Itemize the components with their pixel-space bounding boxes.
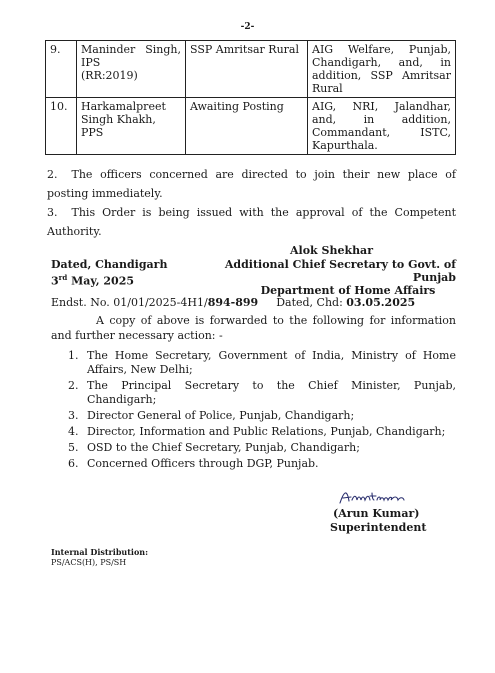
dated-date: [51, 271, 167, 288]
date-day-suffix: rd: [58, 273, 68, 282]
table-row: [46, 98, 456, 155]
list-text: Director, Information and Public Relations, Punjab, Chandigarh;: [87, 425, 446, 438]
endorsement-dated-label: Dated, Chd:: [276, 296, 347, 309]
officer-name-line-2: Singh Khakh, PPS: [81, 113, 156, 139]
endorsement-range: 894-899: [207, 296, 259, 309]
signatory-designation: [190, 258, 456, 297]
date-month-year: May, 2025: [67, 274, 134, 288]
officer-name-line: [81, 43, 181, 56]
internal-distribution-label: Internal Distribution:: [51, 547, 149, 557]
officer-batch: (RR:2019): [81, 69, 138, 82]
copy-intro: A copy of above is forwarded to the following for information and further necessary action: -: [51, 314, 456, 342]
officer-name-line-1b: Singh,: [145, 43, 181, 56]
list-number: 4.: [68, 425, 79, 438]
signatory-name: Alok Shekhar: [290, 244, 373, 257]
list-number: 1.: [68, 349, 79, 362]
list-number: 6.: [68, 457, 79, 470]
page-number: -2-: [240, 22, 255, 32]
dated-place: Dated, Chandigarh: [51, 258, 168, 271]
paragraph-number: 2.: [47, 168, 58, 181]
designation-line-1: Additional Chief Secretary to Govt. of Punjab: [224, 258, 456, 284]
internal-distribution-list: PS/ACS(H), PS/SH: [51, 558, 127, 567]
list-item: [68, 441, 456, 455]
serial-cell: 9.: [46, 41, 77, 98]
to-post-cell: AIG Welfare, Punjab, Chandigarh, and, in addition, SSP Amritsar Rural: [308, 41, 456, 98]
date-day: 3: [51, 274, 59, 288]
list-number: 5.: [68, 441, 79, 454]
endorsement-dated-value: 03.05.2025: [346, 296, 416, 309]
officer-name-line-1: Harkamalpreet: [81, 100, 166, 113]
list-text: Concerned Officers through DGP, Punjab.: [87, 457, 319, 470]
list-text: Director General of Police, Punjab, Chandigarh;: [87, 409, 355, 422]
list-number: 3.: [68, 409, 79, 422]
list-item: [68, 457, 456, 471]
list-item: [68, 409, 456, 423]
list-text: OSD to the Chief Secretary, Punjab, Chandigarh;: [87, 441, 360, 454]
paragraph-3: [47, 203, 456, 241]
list-item: [68, 425, 456, 439]
list-text: The Principal Secretary to the Chief Minister, Punjab, Chandigarh;: [87, 379, 456, 406]
officer-name-line-1: Maninder: [81, 43, 136, 56]
paragraph-text: The officers concerned are directed to join their new place of posting immediately.: [47, 168, 456, 200]
table-row: [46, 41, 456, 98]
list-item: [68, 349, 456, 377]
from-post-cell: SSP Amritsar Rural: [186, 41, 308, 98]
dated-block: [51, 258, 167, 288]
designation-line-2: Department of Home Affairs: [260, 284, 436, 297]
postings-table: [45, 40, 456, 155]
officer-name-cell: [77, 41, 186, 98]
paragraph-2: [47, 165, 456, 203]
paragraph-text: This Order is being issued with the approval of the Competent Authority.: [47, 206, 456, 238]
endorsement-line: [51, 296, 415, 309]
list-number: 2.: [68, 379, 79, 392]
to-post-cell: AIG, NRI, Jalandhar, and, in addition, Commandant, ISTC, Kapurthala.: [308, 98, 456, 155]
list-text: The Home Secretary, Government of India, Ministry of Home Affairs, New Delhi;: [87, 349, 456, 376]
list-item: [68, 379, 456, 407]
officer-name-cell: [77, 98, 186, 155]
endorser-name: (Arun Kumar): [333, 507, 420, 520]
serial-cell: 10.: [46, 98, 77, 155]
officer-service: IPS: [81, 56, 101, 69]
handwritten-signature-icon: [338, 487, 408, 507]
paragraph-number: 3.: [47, 206, 58, 219]
distribution-list: [68, 349, 456, 473]
from-post-cell: Awaiting Posting: [186, 98, 308, 155]
endorsement-prefix: Endst. No. 01/01/2025-4H1/: [51, 296, 208, 309]
endorser-designation: Superintendent: [330, 521, 427, 534]
